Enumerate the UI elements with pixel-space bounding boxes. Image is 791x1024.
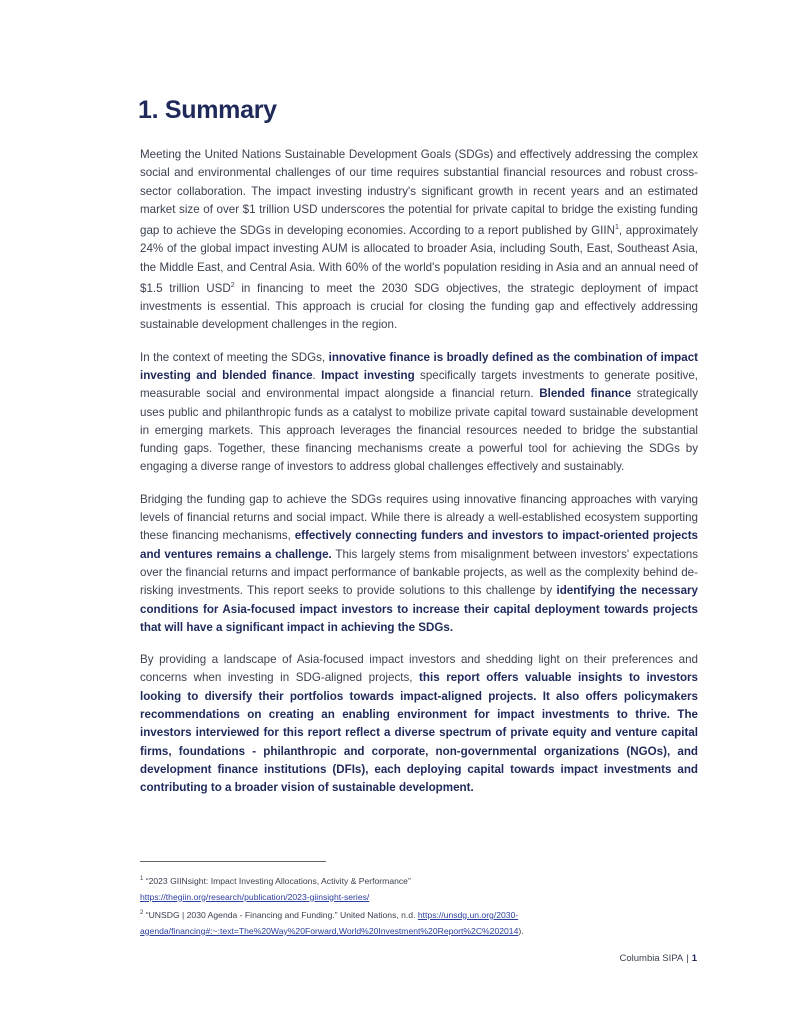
footnote-2-text: “UNSDG | 2030 Agenda - Financing and Funding.” United Nations, n.d. (143, 909, 418, 920)
text-run: in financing to meet the 2030 SDG objectives, the strategic deployment of impact investments is essential. This approach is crucial for closing the funding gap and effectively addressing sustainable development challenges in the region. (140, 281, 698, 332)
paragraph-1 (140, 146, 698, 335)
bold-emphasis: identifying the necessary conditions for Asia-focused impact investors to increase their capital deployment towards projects that will have a significant impact in achieving the SDGs. (140, 584, 698, 634)
text-run: Meeting the United Nations Sustainable Development Goals (SDGs) and effectively addressing the complex social and environmental challenges of our time requires substantial financial resources and robust cross-sector collaboration. The impact investing industry's significant growth in recent years and an estimated market size of over $1 trillion USD underscores the potential for private capital to bridge the existing funding gap to achieve the SDGs in developing economies. According to a report published by GIIN (140, 148, 698, 238)
footnote-divider (140, 861, 326, 862)
section-heading: 1. Summary (138, 96, 277, 124)
footnote-ref: 2 (230, 281, 235, 289)
paragraph-3 (140, 491, 698, 637)
paragraph-4 (140, 651, 698, 797)
text-run: In the context of meeting the SDGs, (140, 350, 329, 364)
footnote-1 (140, 871, 700, 905)
footnote-1-link[interactable]: https://thegiin.org/research/publication/2023-giinsight-series/ (140, 891, 370, 902)
bold-emphasis: Blended finance (539, 387, 632, 401)
footnote-2-link-part-1: https://unsdg.un.org/2030- (417, 909, 519, 920)
text-run: Bridging the funding gap to achieve the SDGs requires using innovative financing approaches with varying levels of financial returns and social impact. While there is already a well-established ecosystem supporting these financing mechanisms, (140, 492, 698, 543)
text-run: specifically targets investments to generate positive, measurable social and environmental impact alongside a financial return. (140, 368, 698, 401)
text-run: By providing a landscape of Asia-focused impact investors and shedding light on their preferences and concerns when investing in SDG-aligned projects, (140, 653, 698, 685)
footnote-2-link-part-2: agenda/financing#:~:text=The%20Way%20Forward,World%20Investment%20Report%2C%202014 (140, 925, 519, 936)
footnote-2 (140, 905, 700, 939)
text-run: , approximately 24% of the global impact investing AUM is allocated to broader Asia, including South, East, Southeast Asia, the Middle East, and Central Asia. With 60% of the world's population residing in Asia and an annual need of $1.5 trillion USD (140, 224, 698, 295)
footnotes (140, 871, 700, 939)
footnote-ref: 1 (615, 224, 619, 232)
page-number: 1 (691, 953, 697, 964)
summary-body (140, 146, 698, 812)
bold-emphasis: effectively connecting funders and investors to impact-oriented projects and ventures remains a challenge. (140, 529, 699, 561)
footer-separator: | (686, 953, 689, 964)
paragraph-2 (140, 349, 698, 477)
page-footer (620, 953, 697, 964)
text-run: . (312, 368, 322, 382)
text-run: strategically uses public and philanthropic funds as a catalyst to mobilize private capital toward sustainable development in emerging markets. This approach leverages the financial resources needed to bridge the substantial funding gaps. Together, these financing mechanisms create a powerful tool for achieving the SDGs by engaging a diverse range of investors to address global challenges effectively and sustainably. (140, 387, 699, 474)
footnote-1-marker: 1 (140, 876, 144, 882)
footer-org: Columbia SIPA (619, 953, 684, 964)
footnote-2-marker: 2 (140, 909, 144, 916)
footnote-2-tail: ). (518, 925, 524, 936)
footnote-1-text: “2023 GIINsight: Impact Investing Allocations, Activity & Performance” (143, 875, 411, 886)
text-run: This largely stems from misalignment between investors' expectations over the financial returns and impact performance of bankable projects, as well as the complexity behind de-risking investments. This report seeks to provide solutions to this challenge by (140, 547, 698, 598)
bold-emphasis: Impact investing (321, 368, 415, 382)
bold-emphasis: innovative finance is broadly defined as the combination of impact investing and blended finance (140, 350, 699, 382)
bold-emphasis: this report offers valuable insights to investors looking to diversify their portfolios towards impact-aligned projects. It also offers policymakers recommendations on creating an enabling environment for impact investments to thrive. The investors interviewed for this report reflect a diverse spectrum of private equity and venture capital firms, foundations - philanthropic and corporate, non-governmental organizations (NGOs), and development finance institutions (DFIs), each deploying capital towards impact investments and contributing to a broader vision of sustainable development. (140, 671, 699, 795)
